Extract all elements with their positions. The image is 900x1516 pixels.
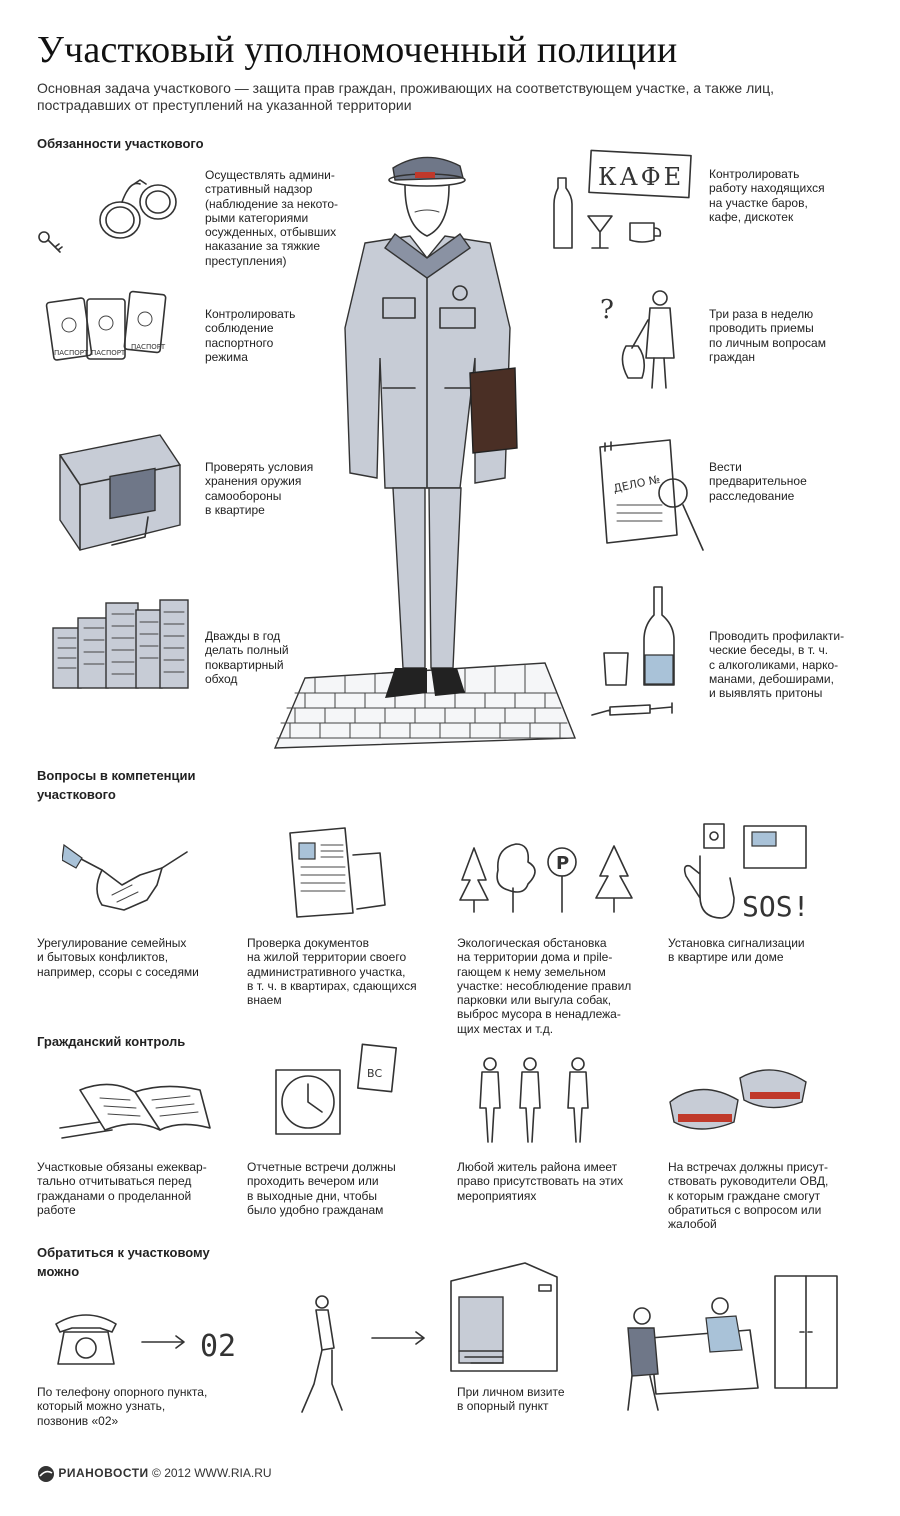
footer-brand: РИАНОВОСТИ xyxy=(58,1466,149,1481)
contact-by-phone: По телефону опорного пункта, который можно узнать, позвонив «02» xyxy=(37,1385,208,1428)
handcuffs-icon xyxy=(30,170,190,260)
open-book-pens-icon xyxy=(40,1070,220,1145)
duty-investigation: Вести предварительное расследование xyxy=(709,460,807,503)
alarm-system-icon xyxy=(672,818,812,928)
duty-weapon-storage: Проверять условия хранения оружия самообороны в квартире xyxy=(205,460,314,517)
section-duties-heading: Обязанности участкового xyxy=(37,136,204,151)
civil-resident-right: Любой житель района имеет право присутствовать на этих мероприятиях xyxy=(457,1160,624,1203)
duty-passport-control: Контролировать соблюдение паспортного режима xyxy=(205,307,296,364)
svg-text:ПАСПОРТ: ПАСПОРТ xyxy=(131,343,166,351)
police-officer-illustration xyxy=(265,148,590,773)
competence-alarm-installation: Установка сигнализации в квартире или доме xyxy=(668,936,805,965)
svg-text:ПАСПОРТ: ПАСПОРТ xyxy=(91,349,126,357)
svg-text:ДЕЛО №: ДЕЛО № xyxy=(612,472,662,496)
apartment-buildings-icon xyxy=(48,598,193,693)
environment-icon xyxy=(458,840,638,915)
duty-citizen-reception: Три раза в неделю проводить приемы по личным вопросам граждан xyxy=(709,307,826,364)
calendar-icon xyxy=(358,1044,396,1091)
syringe-icon xyxy=(592,703,672,715)
gun-safe-icon xyxy=(50,425,190,560)
case-file-icon xyxy=(595,435,710,560)
section-competence-heading: Вопросы в компетенции участкового xyxy=(37,768,196,802)
duty-prevention-talks: Проводить профилакти- ческие беседы, в т. ч. с алкоголиками, нарко- манами, дебоширами, и выявлять притоны xyxy=(709,629,845,701)
documents-icon xyxy=(285,825,395,920)
ria-logo-icon xyxy=(37,1465,55,1483)
telephone-icon xyxy=(50,1306,250,1371)
duty-bars-control: Контролировать работу находящихся на участке баров, кафе, дискотек xyxy=(709,167,825,224)
sos-label: SOS! xyxy=(742,890,810,923)
page-subtitle: Основная задача участкового — защита прав граждан, проживающих на соответствующем участке, а также лиц, пострадавших от преступлений на указанной территории xyxy=(37,80,775,113)
svg-text:ВС: ВС xyxy=(367,1067,383,1080)
visitor-citizen-icon xyxy=(598,288,688,398)
residents-icon xyxy=(470,1052,610,1147)
police-caps-icon xyxy=(660,1060,810,1150)
footer-copyright: © 2012 WWW.RIA.RU xyxy=(152,1466,272,1481)
alcohol-bottle-icon xyxy=(590,585,700,725)
competence-family-conflicts: Урегулирование семейных и бытовых конфликтов, например, ссоры с соседями xyxy=(37,936,199,979)
section-civil-control-heading: Гражданский контроль xyxy=(37,1034,186,1049)
parking-sign-icon xyxy=(548,848,576,912)
magnifier-icon xyxy=(659,479,703,550)
passport-icon xyxy=(45,285,185,380)
svg-text:ПАСПОРТ: ПАСПОРТ xyxy=(54,349,89,357)
svg-text:P: P xyxy=(556,853,570,874)
walking-person-icon xyxy=(292,1292,442,1422)
svg-text:КАФЕ: КАФЕ xyxy=(598,163,685,191)
civil-meeting-times: Отчетные встречи должны проходить вечером или в выходные дни, чтобы было удобно гражданам xyxy=(247,1160,396,1217)
footer-logo xyxy=(37,1465,272,1483)
duty-apartment-rounds: Дважды в год делать полный поквартирный обход xyxy=(205,629,289,686)
contact-in-person: При личном визите в опорный пункт xyxy=(457,1385,565,1414)
duty-admin-supervision: Осуществлять админи- стративный надзор (наблюдение за некото- рыми категориями осужденных, отбывших наказание за тяжкие преступления) xyxy=(205,168,339,268)
civil-quarterly-reports: Участковые обязаны ежеквар- тально отчитываться перед гражданами о проделанной работе xyxy=(37,1160,207,1217)
page-title: Участковый уполномоченный полиции xyxy=(37,29,678,71)
office-visit-icon xyxy=(610,1270,850,1420)
section-contact-heading: Обратиться к участковому можно xyxy=(37,1245,210,1279)
clock-calendar-icon xyxy=(272,1042,402,1142)
key-icon xyxy=(39,232,62,252)
support-point-building-icon xyxy=(445,1255,565,1375)
handshake-icon xyxy=(62,830,192,915)
svg-text:?: ? xyxy=(600,295,614,325)
civil-ovd-leaders: На встречах должны присут- ствовать руководители ОВД, к которым граждане смогут обратиться с вопросом или жалобой xyxy=(668,1160,829,1232)
competence-ecology: Экологическая обстановка на территории дома и прile- гающем к нему земельном участке: несоблюдение правил парковки или выгула собак, выброс мусора в ненадлежа- щих местах и т.д. xyxy=(457,936,632,1036)
competence-document-check: Проверка документов на жилой территории своего административного участка, в т. ч. в квартирах, сдающихся внаем xyxy=(247,936,417,1008)
phone-number-02: 02 xyxy=(200,1329,237,1364)
